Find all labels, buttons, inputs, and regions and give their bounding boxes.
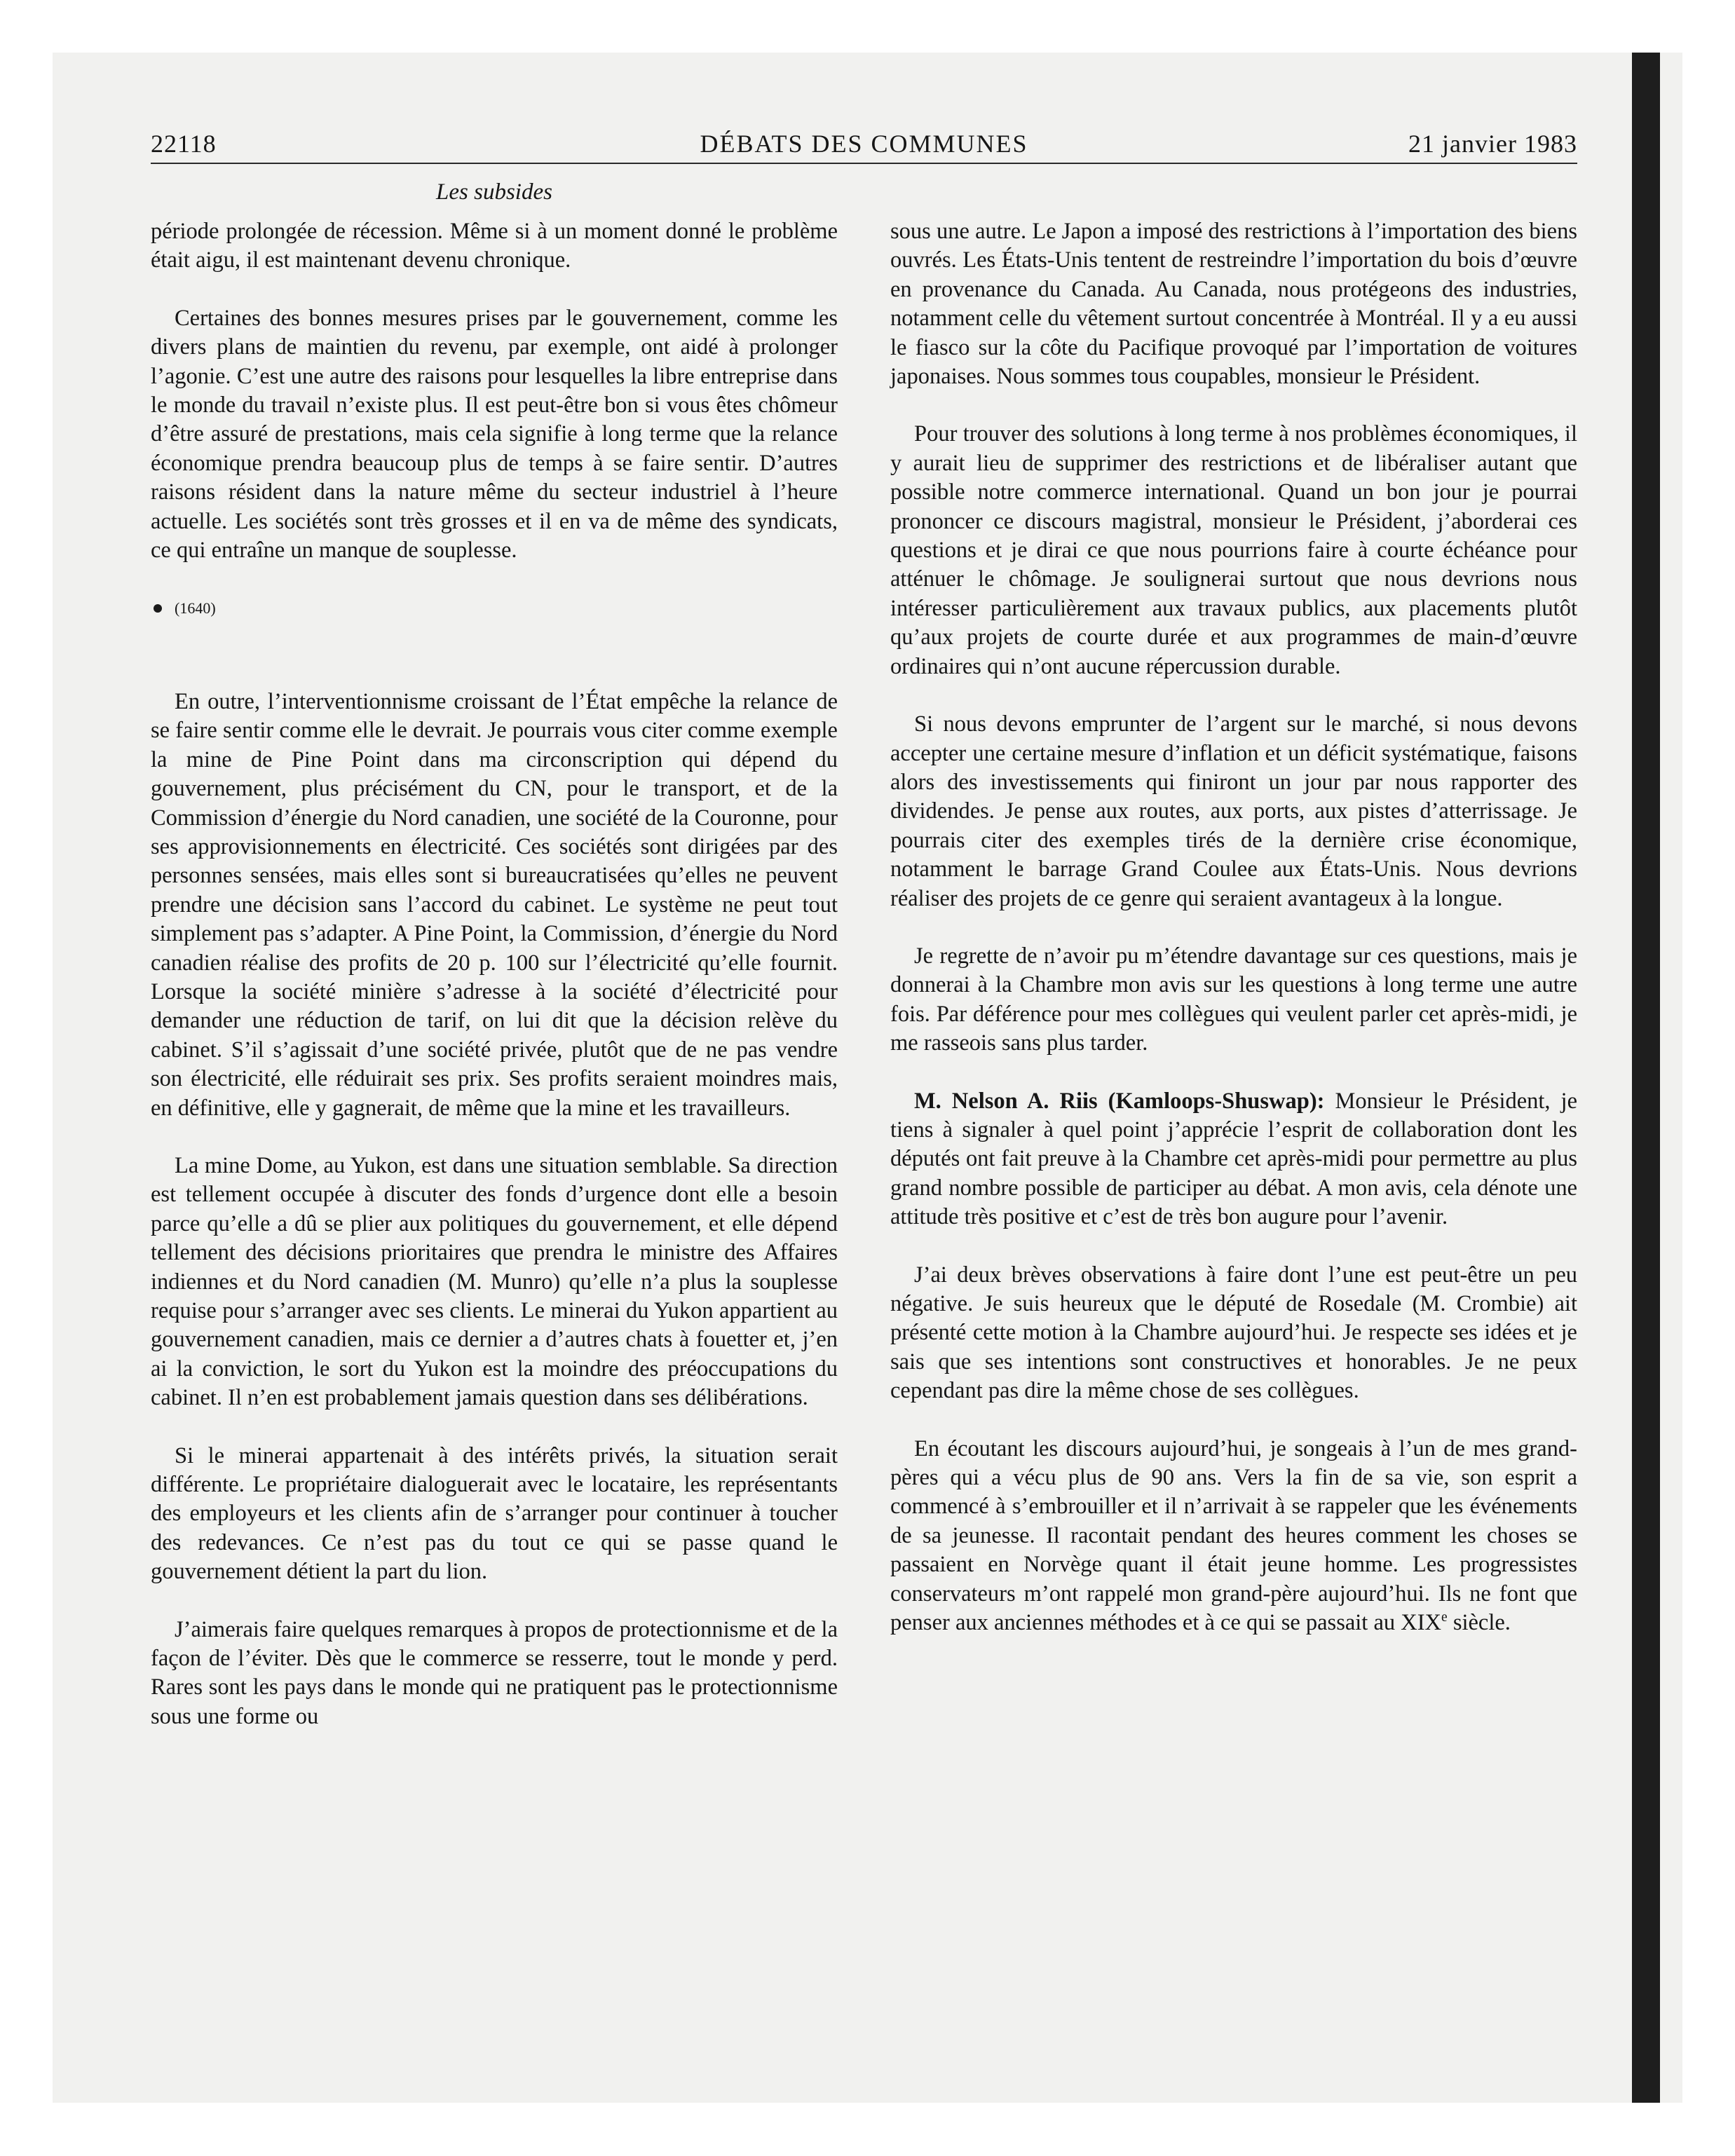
time-marker-label: (1640) bbox=[175, 599, 216, 618]
paragraph: Je regrette de n’avoir pu m’étendre davantage sur ces questions, mais je donnerai à la Chambre mon avis sur les questions à long terme une autre fois. Par déférence pour mes collègues qui veulent parler cet après-midi, je me rasseois sans plus tarder. bbox=[890, 943, 1577, 1056]
paragraph: Si nous devons emprunter de l’argent sur le marché, si nous devons accepter une certaine mesure d’inflation et un déficit systématique, faisons alors des investissements qui finiront un jour par nous rapporter des dividendes. Je pense aux routes, aux ports, aux pistes d’atterrissage. Je pourrais citer des exemples tirés de la dernière crise économique, notamment le barrage Grand Coulee aux États-Unis. Nous devrions réaliser des projets de ce genre qui seraient avantageux à la longue. bbox=[890, 711, 1577, 911]
paragraph: J’aimerais faire quelques remarques à propos de protectionnisme et de la façon de l’éviter. Dès que le commerce se resserre, tout le monde y perd. Rares sont les pays dans le monde qui ne pratiquent pas le protectionnisme sous une forme ou bbox=[151, 1616, 838, 1729]
paragraph-text: En écoutant les discours aujourd’hui, je songeais à l’un de mes grand-pères qui a vécu plus de 90 ans. Vers la fin de sa vie, son esprit a commencé à s’embrouiller et il n’arrivait à se rappeler que les événements de sa jeunesse. Il racontait pendant des heures comment les choses se passaient en Norvège quant il était jeune homme. Les progressistes conservateurs m’ont rappelé mon grand-père aujourd’hui. Ils ne font que penser aux anciennes méthodes et à ce qui se passait au XIX bbox=[890, 1435, 1577, 1636]
left-column bbox=[151, 217, 838, 1760]
hansard-page bbox=[151, 126, 1577, 1729]
right-column bbox=[890, 217, 1577, 1666]
bullet-icon bbox=[154, 604, 162, 613]
speaker-name: M. Nelson A. Riis (Kamloops-Shuswap): bbox=[914, 1088, 1325, 1114]
paragraph: Si le minerai appartenait à des intérêts privés, la situation serait différente. Le propriétaire dialoguerait avec le locataire, les représentants des employeurs et les clients afin de s’arranger pour continuer à toucher des redevances. Ce n’est pas du tout ce qui se passe quand le gouvernement détient la part du lion. bbox=[151, 1442, 838, 1585]
time-marker bbox=[151, 594, 838, 622]
paragraph: La mine Dome, au Yukon, est dans une situation semblable. Sa direction est tellement occupée à discuter des fonds d’urgence dont elle a besoin parce qu’elle a dû se plier aux politiques du gouvernement, et elle dépend tellement des décisions prioritaires que prendra le ministre des Affaires indiennes et du Nord canadien (M. Munro) qu’elle n’a plus la souplesse requise pour s’arranger avec ses clients. Le minerai du Yukon appartient au gouvernement canadien, mais ce dernier a d’autres chats à fouetter et, j’en ai la conviction, le sort du Yukon est la moindre des préoccupations du cabinet. Il n’en est probablement jamais question dans ses délibérations. bbox=[151, 1152, 838, 1411]
publication-title: DÉBATS DES COMMUNES bbox=[700, 130, 1028, 158]
paragraph bbox=[890, 1435, 1577, 1638]
paragraph: En outre, l’interventionnisme croissant de l’État empêche la relance de se faire sentir comme elle le devrait. Je pourrais vous citer comme exemple la mine de Pine Point dans ma circonscription qui dépend du gouvernement, plus précisément du CN, pour le transport, et de la Commission d’énergie du Nord canadien, une société de la Couronne, pour ses approvisionnements en électricité. Ces sociétés sont dirigées par des personnes sensées, mais elles sont si bureaucratisées qu’elles ne peuvent prendre une décision sans l’accord du cabinet. Le système ne peut tout simplement pas s’adapter. A Pine Point, la Commission, d’énergie du Nord canadien réalise des profits de 20 p. 100 sur l’électricité qu’elle fournit. Lorsque la société minière s’adresse à la société d’électricité pour demander une réduction de tarif, on lui dit que la décision relève du cabinet. S’il s’agissait d’une société privée, plutôt que de ne pas vendre son électricité, elle réduirait ses prix. Ses profits seraient moindres mais, en définitive, elle y gagnerait, de même que la mine et les travailleurs. bbox=[151, 688, 838, 1121]
section-title: Les subsides bbox=[436, 179, 552, 205]
scan-binding-edge bbox=[1632, 53, 1660, 2103]
running-header bbox=[151, 126, 1577, 164]
paragraph: J’ai deux brèves observations à faire dont l’une est peut-être un peu négative. Je suis heureux que le député de Rosedale (M. Crombie) ait présenté cette motion à la Chambre aujourd’hui. Je respecte ses idées et je sais que ses intentions sont constructives et honorables. Je ne peux cependant pas dire la même chose de ses collègues. bbox=[890, 1262, 1577, 1404]
superscript: e bbox=[1441, 1610, 1448, 1625]
sitting-date: 21 janvier 1983 bbox=[1408, 130, 1577, 158]
paragraph: période prolongée de récession. Même si à un moment donné le problème était aigu, il est maintenant devenu chronique. bbox=[151, 219, 838, 273]
page-number: 22118 bbox=[151, 130, 217, 158]
speech-text: Monsieur le Président, je tiens à signaler à quel point j’apprécie l’esprit de collaboration dont les députés ont fait preuve à la Chambre cet après-midi pour permettre au plus grand nombre possible de participer au débat. A mon avis, cela dénote une attitude très positive et c’est de très bon augure pour l’avenir. bbox=[890, 1088, 1577, 1230]
paragraph: Certaines des bonnes mesures prises par le gouvernement, comme les divers plans de maintien du revenu, par exemple, ont aidé à prolonger l’agonie. C’est une autre des raisons pour lesquelles la libre entreprise dans le monde du travail n’existe plus. Il est peut-être bon si vous êtes chômeur d’être assuré de prestations, mais cela signifie à long terme que la relance économique prendra beaucoup plus de temps à se faire sentir. D’autres raisons résident dans la nature même du secteur industriel à l’heure actuelle. Les sociétés sont très grosses et il en va de même des syndicats, ce qui entraîne un manque de souplesse. bbox=[151, 305, 838, 564]
paragraph-text-end: siècle. bbox=[1447, 1610, 1511, 1636]
speech-paragraph bbox=[890, 1087, 1577, 1232]
paragraph: sous une autre. Le Japon a imposé des restrictions à l’importation des biens ouvrés. Les États-Unis tentent de restreindre l’importation du bois d’œuvre en provenance du Canada. Au Canada, nous protégeons des industries, notamment celle du vêtement surtout concentrée à Montréal. Il y a eu aussi le fiasco sur la côte du Pacifique provoqué par l’importation de voitures japonaises. Nous sommes tous coupables, monsieur le Président. bbox=[890, 219, 1577, 390]
paragraph: Pour trouver des solutions à long terme à nos problèmes économiques, il y aurait lieu de supprimer des restrictions et de libéraliser autant que possible notre commerce international. Quand un bon jour je pourrai prononcer ce discours magistral, monsieur le Président, j’aborderai ces questions et je dirai ce que nous pourrions faire à courte échéance pour atténuer le chômage. Je soulignerai surtout que nous devrions nous intéresser particulièrement aux travaux publics, aux placements plutôt qu’aux projets de courte durée et aux programmes de main-d’œuvre ordinaires qui n’ont aucune répercussion durable. bbox=[890, 421, 1577, 679]
